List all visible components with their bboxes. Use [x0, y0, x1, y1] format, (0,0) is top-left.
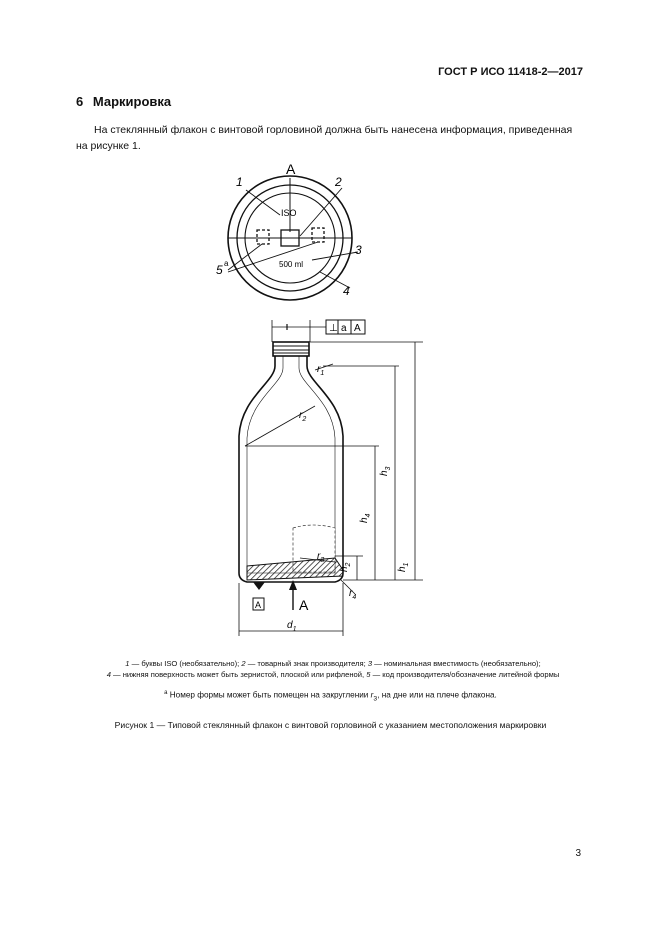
- dim-d1: $d_1$: [287, 620, 297, 633]
- footnote-text-after: , на дне или на плече флакона.: [377, 690, 497, 700]
- legend-text-5: — код производителя/обозначение литейной формы: [370, 670, 560, 679]
- footnote-mark: a: [164, 690, 168, 696]
- legend-text-2: — товарный знак производителя;: [245, 659, 368, 668]
- legend-num-2: 2: [241, 659, 246, 668]
- mold-code-box-left: [257, 230, 269, 244]
- dim-r1: $r_1$: [317, 364, 325, 377]
- view-a-letter: А: [299, 597, 309, 613]
- footnote-symbol: r: [370, 690, 374, 700]
- bottom-marker: [253, 582, 265, 590]
- callout-5: 5: [216, 263, 223, 277]
- callout-2: 2: [335, 175, 342, 189]
- datum-a-upper: A: [354, 323, 361, 334]
- datum-a-label: A: [255, 600, 262, 610]
- footnote-text-before: Номер формы может быть помещен на закруглении: [167, 690, 371, 700]
- section-title: Маркировка: [92, 94, 172, 109]
- dim-r3: $r_3$: [317, 551, 325, 564]
- legend-num-3: 3: [367, 659, 373, 668]
- dim-r4: $r_4$: [349, 588, 357, 601]
- iso-text: ISO: [281, 208, 297, 218]
- dim-h4: $h_4$: [359, 513, 372, 523]
- figure-footnote: [0, 690, 661, 702]
- callout-4: 4: [343, 284, 350, 298]
- section-number: 6: [76, 94, 84, 109]
- intro-paragraph: На стеклянный флакон с винтовой горловиной должна быть нанесена информация, приведенная на рисунке 1.: [76, 124, 573, 152]
- legend-text-1: — буквы ISO (необязательно);: [129, 659, 242, 668]
- footnote-subscript: 3: [373, 695, 378, 703]
- callout-3: 3: [355, 243, 362, 257]
- datum-a-lower: a: [341, 323, 347, 334]
- legend-num-5: 5: [366, 670, 371, 679]
- top-view-letter: А: [286, 161, 296, 177]
- page-number: 3: [575, 848, 581, 859]
- bottle-side-view-drawing: [195, 318, 435, 640]
- callout-5-superscript: a: [224, 259, 229, 268]
- legend-num-4: 4: [106, 670, 111, 679]
- figure-caption: Рисунок 1 — Типовой стеклянный флакон с винтовой горловиной с указанием местоположения маркировки: [114, 720, 547, 730]
- dim-r2: $r_2$: [299, 410, 307, 423]
- volume-text: 500 ml: [279, 260, 304, 269]
- legend-num-1: 1: [125, 659, 130, 668]
- top-view-drawing: [200, 160, 380, 310]
- callout-1: 1: [236, 175, 243, 189]
- dim-h3: $h_3$: [379, 466, 392, 476]
- dim-h1: $h_1$: [397, 562, 410, 572]
- bottle-finish: [273, 342, 309, 356]
- figure-legend: [40, 658, 626, 680]
- datum-perp-symbol: ⊥: [329, 323, 338, 334]
- legend-text-3: — номинальная вместимость (необязательно);: [372, 659, 541, 668]
- mold-code-box-right: [312, 228, 324, 242]
- section-heading: [76, 94, 171, 109]
- document-code: ГОСТ Р ИСО 11418-2—2017: [438, 66, 583, 78]
- datum-feature-box: [326, 320, 365, 334]
- legend-text-4: — нижняя поверхность может быть зернистой, плоской или рифленой,: [110, 670, 367, 679]
- dim-h2: $h_2$: [339, 562, 352, 572]
